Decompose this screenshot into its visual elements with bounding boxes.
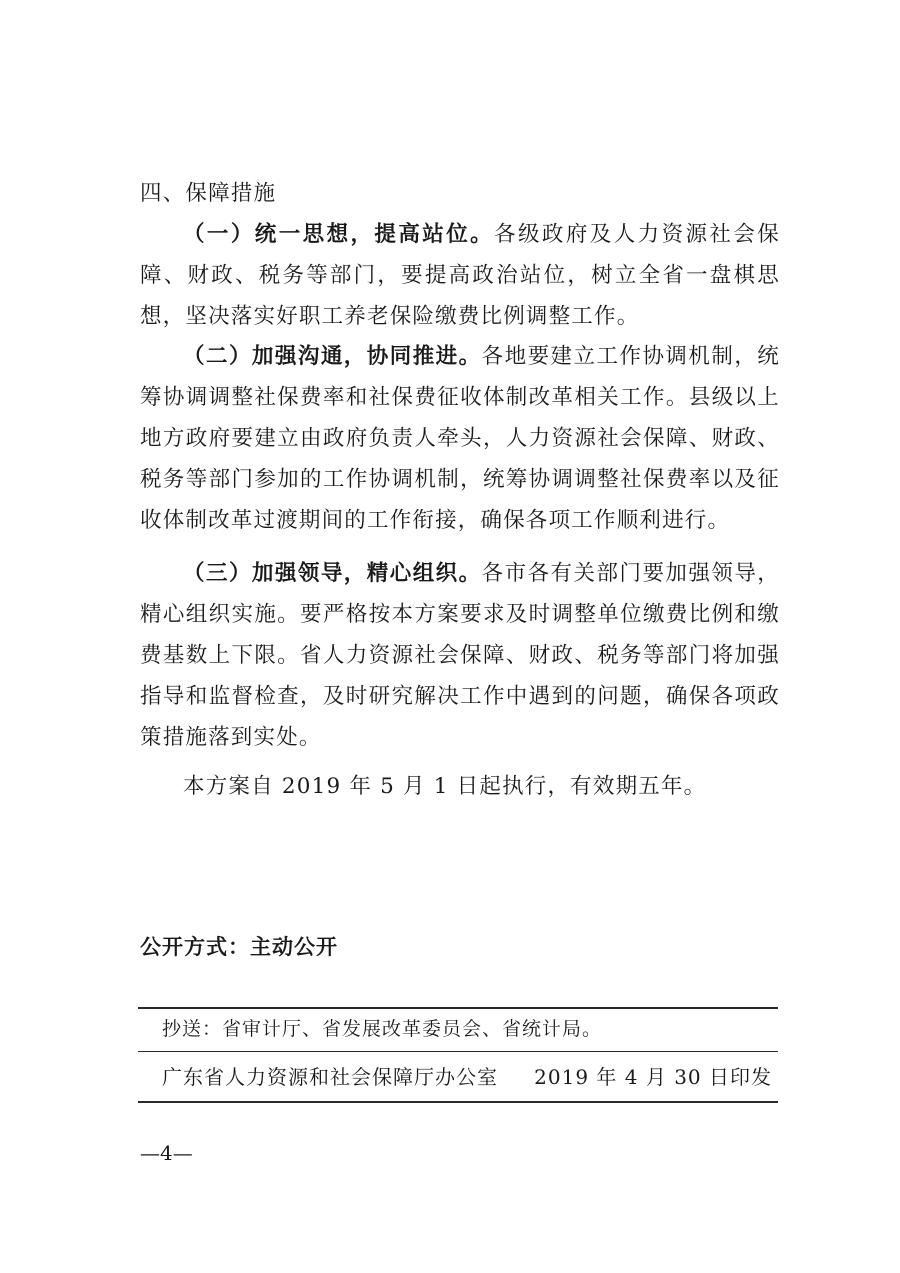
measure-paragraph-3 xyxy=(140,554,780,759)
section-heading: 四、保障措施 xyxy=(140,181,277,206)
issue-date: 2019 年 4 月 30 日印发 xyxy=(534,1065,772,1089)
cc-line: 抄送：省审计厅、省发展改革委员会、省统计局。 xyxy=(162,1018,603,1040)
measure-1-text: 各级政府及人力资源社会保障、财政、税务等部门，要提高政治站位，树立全省一盘棋思想，坚决落实好职工养老保险缴费比例调整工作。 xyxy=(140,222,780,329)
measure-3-text: 各市各有关部门要加强领导，精心组织实施。要严格按本方案要求及时调整单位缴费比例和缴费基数上下限。省人力资源社会保障、财政、税务等部门将加强指导和监督检查，及时研究解决工作中遇到的问题，确保各项政策措施落到实处。 xyxy=(140,561,780,750)
footer-rule-bottom xyxy=(138,1101,778,1103)
footer-rule-top xyxy=(138,1007,778,1009)
measure-paragraph-1 xyxy=(140,215,780,338)
footer-rule-middle xyxy=(138,1051,778,1052)
disclosure-method: 公开方式：主动公开 xyxy=(140,935,338,959)
measure-1-lead: （一）统一思想，提高站位。 xyxy=(183,222,495,247)
issuer-office: 广东省人力资源和社会保障厅办公室 xyxy=(162,1065,498,1089)
effective-statement: 本方案自 2019 年 5 月 1 日起执行，有效期五年。 xyxy=(183,774,707,799)
measure-paragraph-2 xyxy=(140,337,780,542)
measure-2-text: 各地要建立工作协调机制，统筹协调调整社保费率和社保费征收体制改革相关工作。县级以上地方政府要建立由政府负责人牵头，人力资源社会保障、财政、税务等部门参加的工作协调机制，统筹协调调整社保费率以及征收体制改革过渡期间的工作衔接，确保各项工作顺利进行。 xyxy=(140,344,780,533)
page-number: —4— xyxy=(140,1141,193,1165)
measure-2-lead: （二）加强沟通，协同推进。 xyxy=(183,344,482,369)
measure-3-lead: （三）加强领导，精心组织。 xyxy=(183,561,482,586)
